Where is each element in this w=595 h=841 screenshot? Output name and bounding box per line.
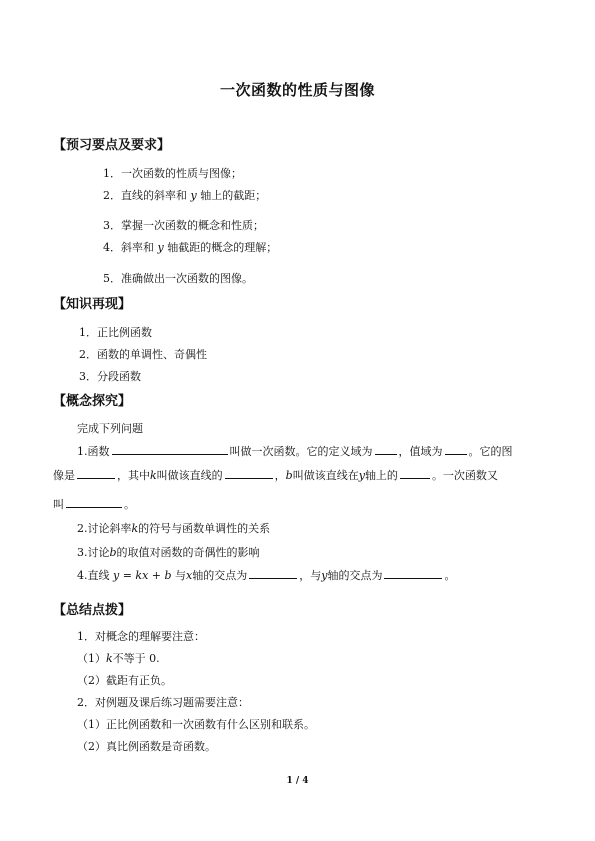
preview-item-2: 2．直线的斜率和 y 轴上的截距；: [103, 189, 267, 202]
summary-point-2-2: （2）真比例函数是奇函数。: [77, 740, 216, 753]
summary-point-2-1: （1）正比例函数和一次函数有什么区别和联系。: [77, 718, 315, 731]
answer-blank: [225, 467, 273, 479]
page-title: 一次函数的性质与图像: [219, 81, 375, 99]
answer-blank: [112, 443, 228, 455]
section-heading-explore: 【概念探究】: [53, 394, 132, 409]
knowledge-item-3: 3．分段函数: [79, 370, 141, 383]
summary-point-1-1: （1）k不等于 0.: [77, 652, 160, 665]
answer-blank: [375, 443, 397, 455]
section-heading-knowledge: 【知识再现】: [53, 297, 132, 312]
answer-blank: [249, 567, 297, 579]
answer-blank: [400, 467, 430, 479]
question-4: 4.直线 y = kx + b 与x轴的交点为 ，与y轴的交点为 。: [77, 569, 456, 582]
answer-blank: [445, 443, 467, 455]
answer-blank: [66, 496, 122, 508]
preview-item-3: 3．掌握一次函数的概念和性质；: [103, 219, 264, 232]
section-heading-preview: 【预习要点及要求】: [53, 138, 171, 153]
question-1-line-1: 1.函数 叫做一次函数。它的定义域为 ，值域为 。它的图: [77, 445, 513, 458]
question-3: 3.讨论b的取值对函数的奇偶性的影响: [77, 546, 260, 559]
page-number: 1 / 4: [286, 776, 309, 786]
question-1-line-3: 叫 。: [53, 498, 135, 511]
question-2: 2.讨论斜率k的符号与函数单调性的关系: [77, 522, 271, 535]
knowledge-item-2: 2．函数的单调性、奇偶性: [79, 348, 207, 361]
answer-blank: [77, 467, 115, 479]
question-1-line-2: 像是 ，其中k叫做该直线的 ，b叫做该直线在y轴上的 。一次函数又: [53, 469, 498, 482]
summary-point-2: 2．对例题及课后练习题需要注意：: [77, 696, 249, 709]
summary-point-1-2: （2）截距有正负。: [77, 674, 172, 687]
section-heading-summary: 【总结点拨】: [53, 603, 132, 618]
knowledge-item-1: 1．正比例函数: [79, 326, 152, 339]
preview-item-5: 5．准确做出一次函数的图像。: [103, 272, 253, 285]
summary-point-1: 1．对概念的理解要注意：: [77, 630, 205, 643]
explore-intro: 完成下列问题: [77, 422, 143, 435]
answer-blank: [384, 567, 442, 579]
preview-item-4: 4．斜率和 y 轴截距的概念的理解；: [103, 241, 278, 254]
preview-item-1: 1．一次函数的性质与图像；: [103, 167, 242, 180]
